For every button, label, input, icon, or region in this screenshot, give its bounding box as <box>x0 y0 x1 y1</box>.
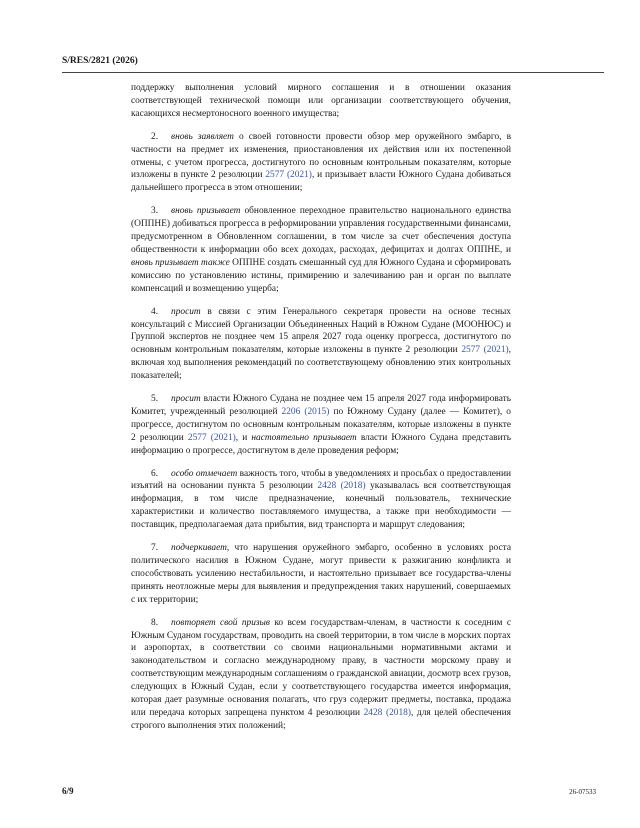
resolution-link[interactable]: 2428 (2018) <box>363 707 411 718</box>
paragraph-number: 8. <box>151 617 159 628</box>
operative-verb: вновь заявляет <box>171 131 234 142</box>
paragraph-number: 7. <box>151 543 159 554</box>
paragraph-2: 2. вновь заявляет о своей готовности провести обзор мер оружейного эмбарго, в частности на предмет их изменения, приостановления их действия или их постепенной отмены, с учетом прогресса, достигнутого по основным контрольным показателям, которые изложены в пункте 2 резолюции 2577 (2021), и призывает власти Южного Судана добиваться дальнейшего прогресса в этом отношении; <box>131 131 511 194</box>
paragraph-number: 4. <box>151 306 159 317</box>
operative-verb: повторяет свой призыв <box>171 617 270 628</box>
paragraph-3: 3. вновь призывает обновленное переходное правительство национального единства (ОППНЕ) добиваться прогресса в реформировании управления государственными финансами, предусмотренном в Обновленном соглашении, в том числе за счет обеспечения доступа общественности к информации обо всех доходах, расходах, дефицитах и долгах ОППНЕ, и вновь призывает также ОППНЕ создать смешанный суд для Южного Судана и сформировать комиссию по установлению истины, примирению и залечиванию ран и орган по выплате компенсаций и возмещению ущерба; <box>131 206 512 294</box>
paragraph-5: 5. просит власти Южного Судана не позднее чем 15 апреля 2027 года информировать Комитет, учрежденный резолюцией 2206 (2015) по Южному Судану (далее — Комитет), о прогрессе, достигнутом по основным контрольным показателям, которые изложены в пункте 2 резолюции 2577 (2021), и настоятельно призывает власти Южного Судана представить информацию о прогрессе, достигнутом в деле проведения реформ; <box>131 394 511 456</box>
paragraph-8: 8. повторяет свой призыв ко всем государствам-членам, в частности к соседним с Южным Суданом государствам, проводить на своей территории, в том числе в морских портах и аэропортах, в соответствии со своими национальными нормативными актами и законодательством и согласно международному праву, в частности морскому праву и соответствующим международным соглашениям о гражданской авиации, досмотр всех грузов, следующих в Южный Судан, если у соответствующего государства имеется информация, которая дает разумные основания полагать, что груз содержит предметы, поставка, продажа или передача которых запрещена пунктом 4 резолюции 2428 (2018), для целей обеспечения строгого выполнения этих положений; <box>131 617 512 731</box>
paragraph-7: 7. подчеркивает, что нарушения оружейного эмбарго, особенно в условиях роста политического насилия в Южном Судане, могут привести к разжиганию конфликта и способствовать усилению нестабильности, и настоятельно призывает все государства-члены принять неотложные меры для выявления и предупреждения таких нарушений, совершаемых с их территории; <box>131 543 511 605</box>
resolution-link[interactable]: 2577 (2021) <box>187 432 236 443</box>
document-body <box>131 82 511 743</box>
operative-verb-secondary: настоятельно призывает <box>251 432 357 443</box>
resolution-link[interactable]: 2206 (2015) <box>281 406 330 417</box>
page-number: 6/9 <box>62 786 74 796</box>
header-rule <box>62 72 604 73</box>
paragraph-number: 6. <box>151 468 159 479</box>
paragraph-continuation: поддержку выполнения условий мирного соглашения и в отношении оказания соответствующей технической помощи или организации соответствующего обучения, касающихся несмертоносного военного имущества; <box>131 83 511 119</box>
paragraph-number: 2. <box>151 131 159 142</box>
resolution-link[interactable]: 2577 (2021) <box>265 170 312 181</box>
paragraph-number: 5. <box>151 394 159 405</box>
paragraph-number: 3. <box>151 206 159 217</box>
paragraph-4: 4. просит в связи с этим Генерального секретаря провести на основе тесных консультаций с Миссией Организации Объединенных Наций в Южном Судане (МООНЮС) и Группой экспертов не позднее чем 15 апреля 2027 года оценку прогресса, достигнутого по основным контрольным показателям, которые изложены в пункте 2 резолюции 2577 (2021), включая ход выполнения рекомендаций по соответствующему обновлению этих контрольных показателей; <box>131 306 512 382</box>
operative-verb: подчеркивает <box>171 543 227 554</box>
operative-verb-secondary: вновь призывает также <box>131 257 230 268</box>
document-code: 26-07533 <box>569 788 596 796</box>
operative-verb: просит <box>171 394 201 405</box>
document-symbol: S/RES/2821 (2026) <box>62 56 138 66</box>
operative-verb: вновь призывает <box>171 206 241 217</box>
operative-verb: просит <box>171 306 201 317</box>
operative-verb: особо отмечает <box>171 468 238 479</box>
resolution-link[interactable]: 2428 (2018) <box>317 481 366 492</box>
paragraph-6: 6. особо отмечает важность того, чтобы в уведомлениях и просьбах о предоставлении изъятий на основании пункта 5 резолюции 2428 (2018) указывалась вся соответствующая информация, в том числе предназначение, конечный пользователь, технические характеристики и количество поставляемого имущества, а также при необходимости — поставщик, предполагаемая дата прибытия, вид транспорта и маршрут следования; <box>131 468 511 531</box>
resolution-link[interactable]: 2577 (2021) <box>461 345 509 356</box>
